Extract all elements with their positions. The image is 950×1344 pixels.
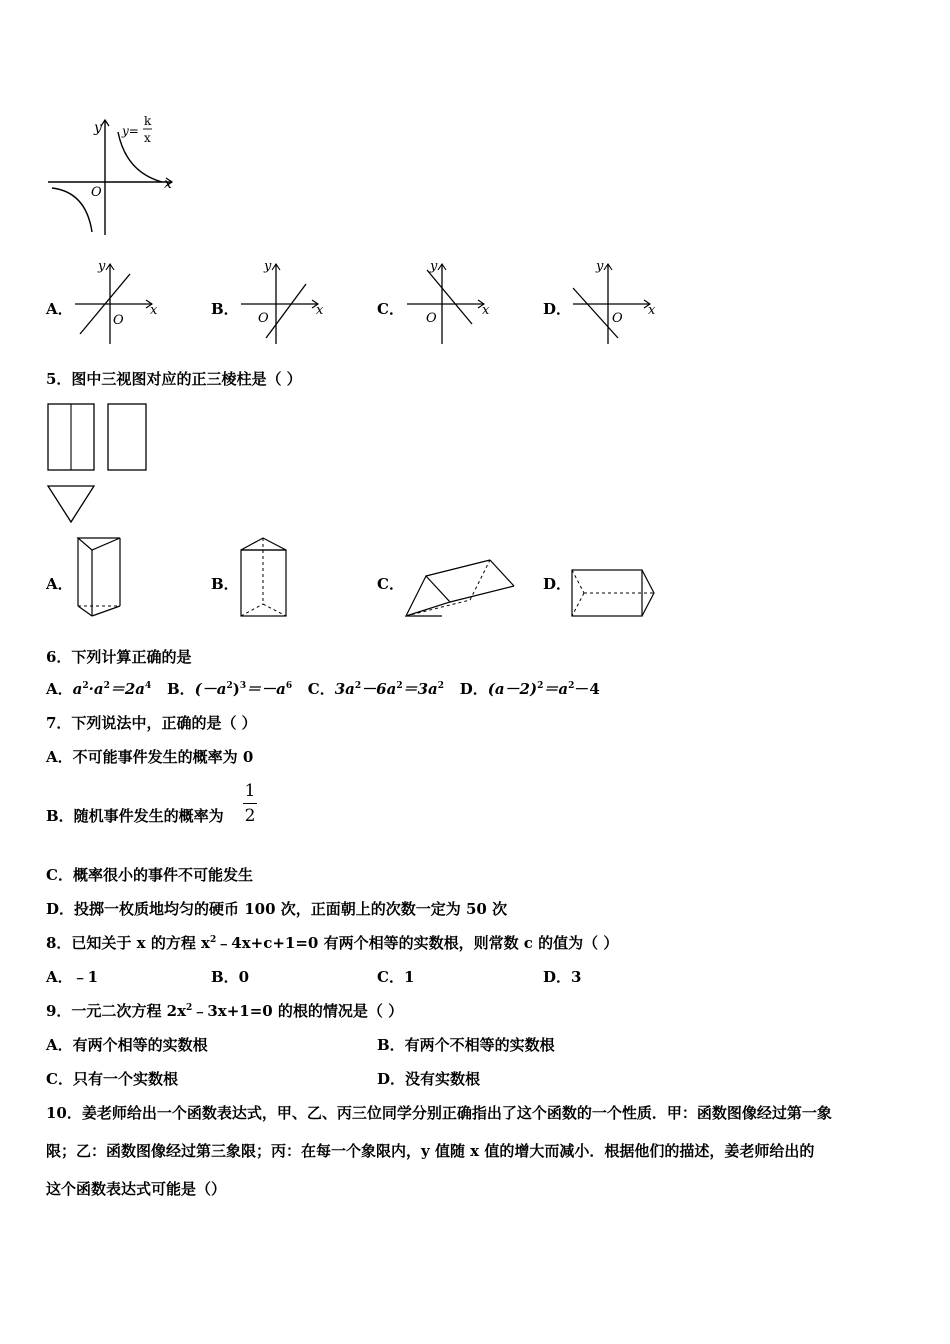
- q4-d-x-label: x: [648, 303, 656, 318]
- q5-option-c-prism: [402, 556, 520, 622]
- graph-x-axis-label: x: [164, 176, 172, 192]
- graph-origin-label: O: [91, 185, 102, 200]
- q6-b-part: ＝－a: [246, 680, 286, 698]
- q5-option-d-prism: [568, 566, 660, 622]
- three-view-drawing: [44, 400, 154, 526]
- q6-c-sup: 2: [396, 681, 403, 691]
- q4-option-b-graph: [236, 256, 331, 346]
- q8-stem: [46, 933, 618, 953]
- q6-a-sup: 2: [82, 681, 89, 691]
- q4-option-a-graph: [70, 256, 165, 346]
- q6-a-sup: 2: [103, 681, 110, 691]
- fraction-denominator: 2: [244, 806, 256, 826]
- q6-d-part: ＝a: [543, 680, 569, 698]
- q5-stem: 5．图中三视图对应的正三棱柱是（ ）: [46, 370, 302, 388]
- q6-b-sup: 2: [226, 681, 233, 691]
- q9-option-d: D．没有实数根: [377, 1070, 481, 1088]
- q4-option-d-graph: [568, 256, 663, 346]
- q4-option-c-label: C．: [377, 300, 404, 318]
- q4-b-x-label: x: [316, 303, 324, 318]
- q6-b-sup: 6: [285, 681, 293, 691]
- q6-d-part: (a－2): [487, 680, 538, 698]
- q4-option-a-label: A．: [46, 300, 73, 318]
- q9-stem: [46, 1001, 403, 1021]
- q5-option-a-label: A．: [46, 575, 73, 593]
- q6-option-b-label: B．: [166, 680, 195, 698]
- q6-d-part: －4: [574, 680, 600, 698]
- q6-a-part: ＝2a: [109, 680, 146, 698]
- q7-option-d: D．投掷一枚质地均匀的硬币 100 次，正面朝上的次数一定为 50 次: [46, 900, 508, 918]
- q7-option-b-fraction: [243, 781, 257, 826]
- q6-b-sup: 3: [239, 681, 247, 691]
- q8-stem-pre: 8．已知关于 x 的方程 x: [46, 934, 210, 952]
- q7-stem: 7．下列说法中，正确的是（ ）: [46, 714, 257, 732]
- q6-option-c-label: C．: [307, 680, 335, 698]
- q7-option-c: C．概率很小的事件不可能发生: [46, 866, 253, 884]
- q5-option-b-label: B．: [211, 575, 239, 593]
- q4-option-b-label: B．: [211, 300, 239, 318]
- q10-line-3: 这个函数表达式可能是（）: [46, 1180, 227, 1198]
- q4-a-origin-label: O: [113, 313, 124, 328]
- graph-function-numerator: k: [144, 114, 152, 128]
- q6-option-d-label: D．: [459, 680, 488, 698]
- q7-option-b: B．随机事件发生的概率为: [46, 807, 224, 825]
- q8-option-a: A．﹣1: [46, 968, 99, 986]
- q9-stem-pre: 9．一元二次方程 2x: [46, 1002, 187, 1020]
- hyperbola-graph: [40, 110, 180, 240]
- q4-c-y-label: y: [430, 259, 438, 274]
- fraction-numerator: 1: [244, 781, 256, 801]
- q4-option-d-label: D．: [543, 300, 572, 318]
- q7-option-a: A．不可能事件发生的概率为 0: [46, 748, 254, 766]
- q4-b-y-label: y: [264, 259, 272, 274]
- q5-option-d-label: D．: [543, 575, 572, 593]
- q6-b-part: (－a: [194, 680, 227, 698]
- q5-option-b-prism: [236, 534, 296, 620]
- q4-c-x-label: x: [482, 303, 490, 318]
- q8-option-c: C．1: [377, 968, 415, 986]
- q6-d-sup: 2: [568, 681, 575, 691]
- q4-d-y-label: y: [596, 259, 604, 274]
- q6-a-part: a: [72, 680, 83, 698]
- q6-c-part: ＝3a: [402, 680, 438, 698]
- graph-function-label: y=: [122, 124, 139, 138]
- q4-option-c-graph: [402, 256, 497, 346]
- q6-c-part: 3a: [334, 680, 355, 698]
- q6-a-sup: 4: [145, 681, 152, 691]
- q6-stem: 6．下列计算正确的是: [46, 648, 192, 666]
- q6-option-a-label: A．: [46, 680, 73, 698]
- q10-line-1: 10．姜老师给出一个函数表达式，甲、乙、丙三位同学分别正确指出了这个函数的一个性质．甲：函数图像经过第一象: [46, 1104, 832, 1122]
- q8-option-d: D．3: [543, 968, 582, 986]
- q6-c-sup: 2: [354, 681, 362, 691]
- q6-options: [46, 679, 600, 699]
- q8-stem-sup: 2: [210, 935, 217, 945]
- graph-function-denominator: x: [144, 131, 151, 145]
- q9-option-b: B．有两个不相等的实数根: [377, 1036, 555, 1054]
- q9-option-c: C．只有一个实数根: [46, 1070, 178, 1088]
- q5-option-c-label: C．: [377, 575, 404, 593]
- q6-c-sup: 2: [437, 681, 445, 691]
- q5-option-a-prism: [72, 534, 132, 620]
- q8-option-b: B．0: [211, 968, 250, 986]
- q4-a-y-label: y: [98, 259, 106, 274]
- q9-stem-sup: 2: [186, 1003, 193, 1013]
- q8-stem-post: ﹣4x+c+1=0 有两个相等的实数根，则常数 c 的值为（ ）: [216, 934, 619, 952]
- q6-d-sup: 2: [537, 681, 544, 691]
- q4-a-x-label: x: [150, 303, 158, 318]
- q9-stem-post: ﹣3x+1=0 的根的情况是（ ）: [192, 1002, 404, 1020]
- q4-b-origin-label: O: [258, 311, 269, 326]
- q6-b-part: ): [232, 680, 240, 698]
- q6-c-part: －6a: [361, 680, 397, 698]
- graph-y-axis-label: y: [94, 120, 102, 136]
- q4-c-origin-label: O: [426, 311, 437, 326]
- q9-option-a: A．有两个相等的实数根: [46, 1036, 208, 1054]
- q10-line-2: 限；乙：函数图像经过第三象限；丙：在每一个象限内，y 值随 x 值的增大而减小．根据他们的描述，姜老师给出的: [46, 1142, 815, 1160]
- q4-d-origin-label: O: [612, 311, 623, 326]
- q6-a-part: ·a: [88, 680, 104, 698]
